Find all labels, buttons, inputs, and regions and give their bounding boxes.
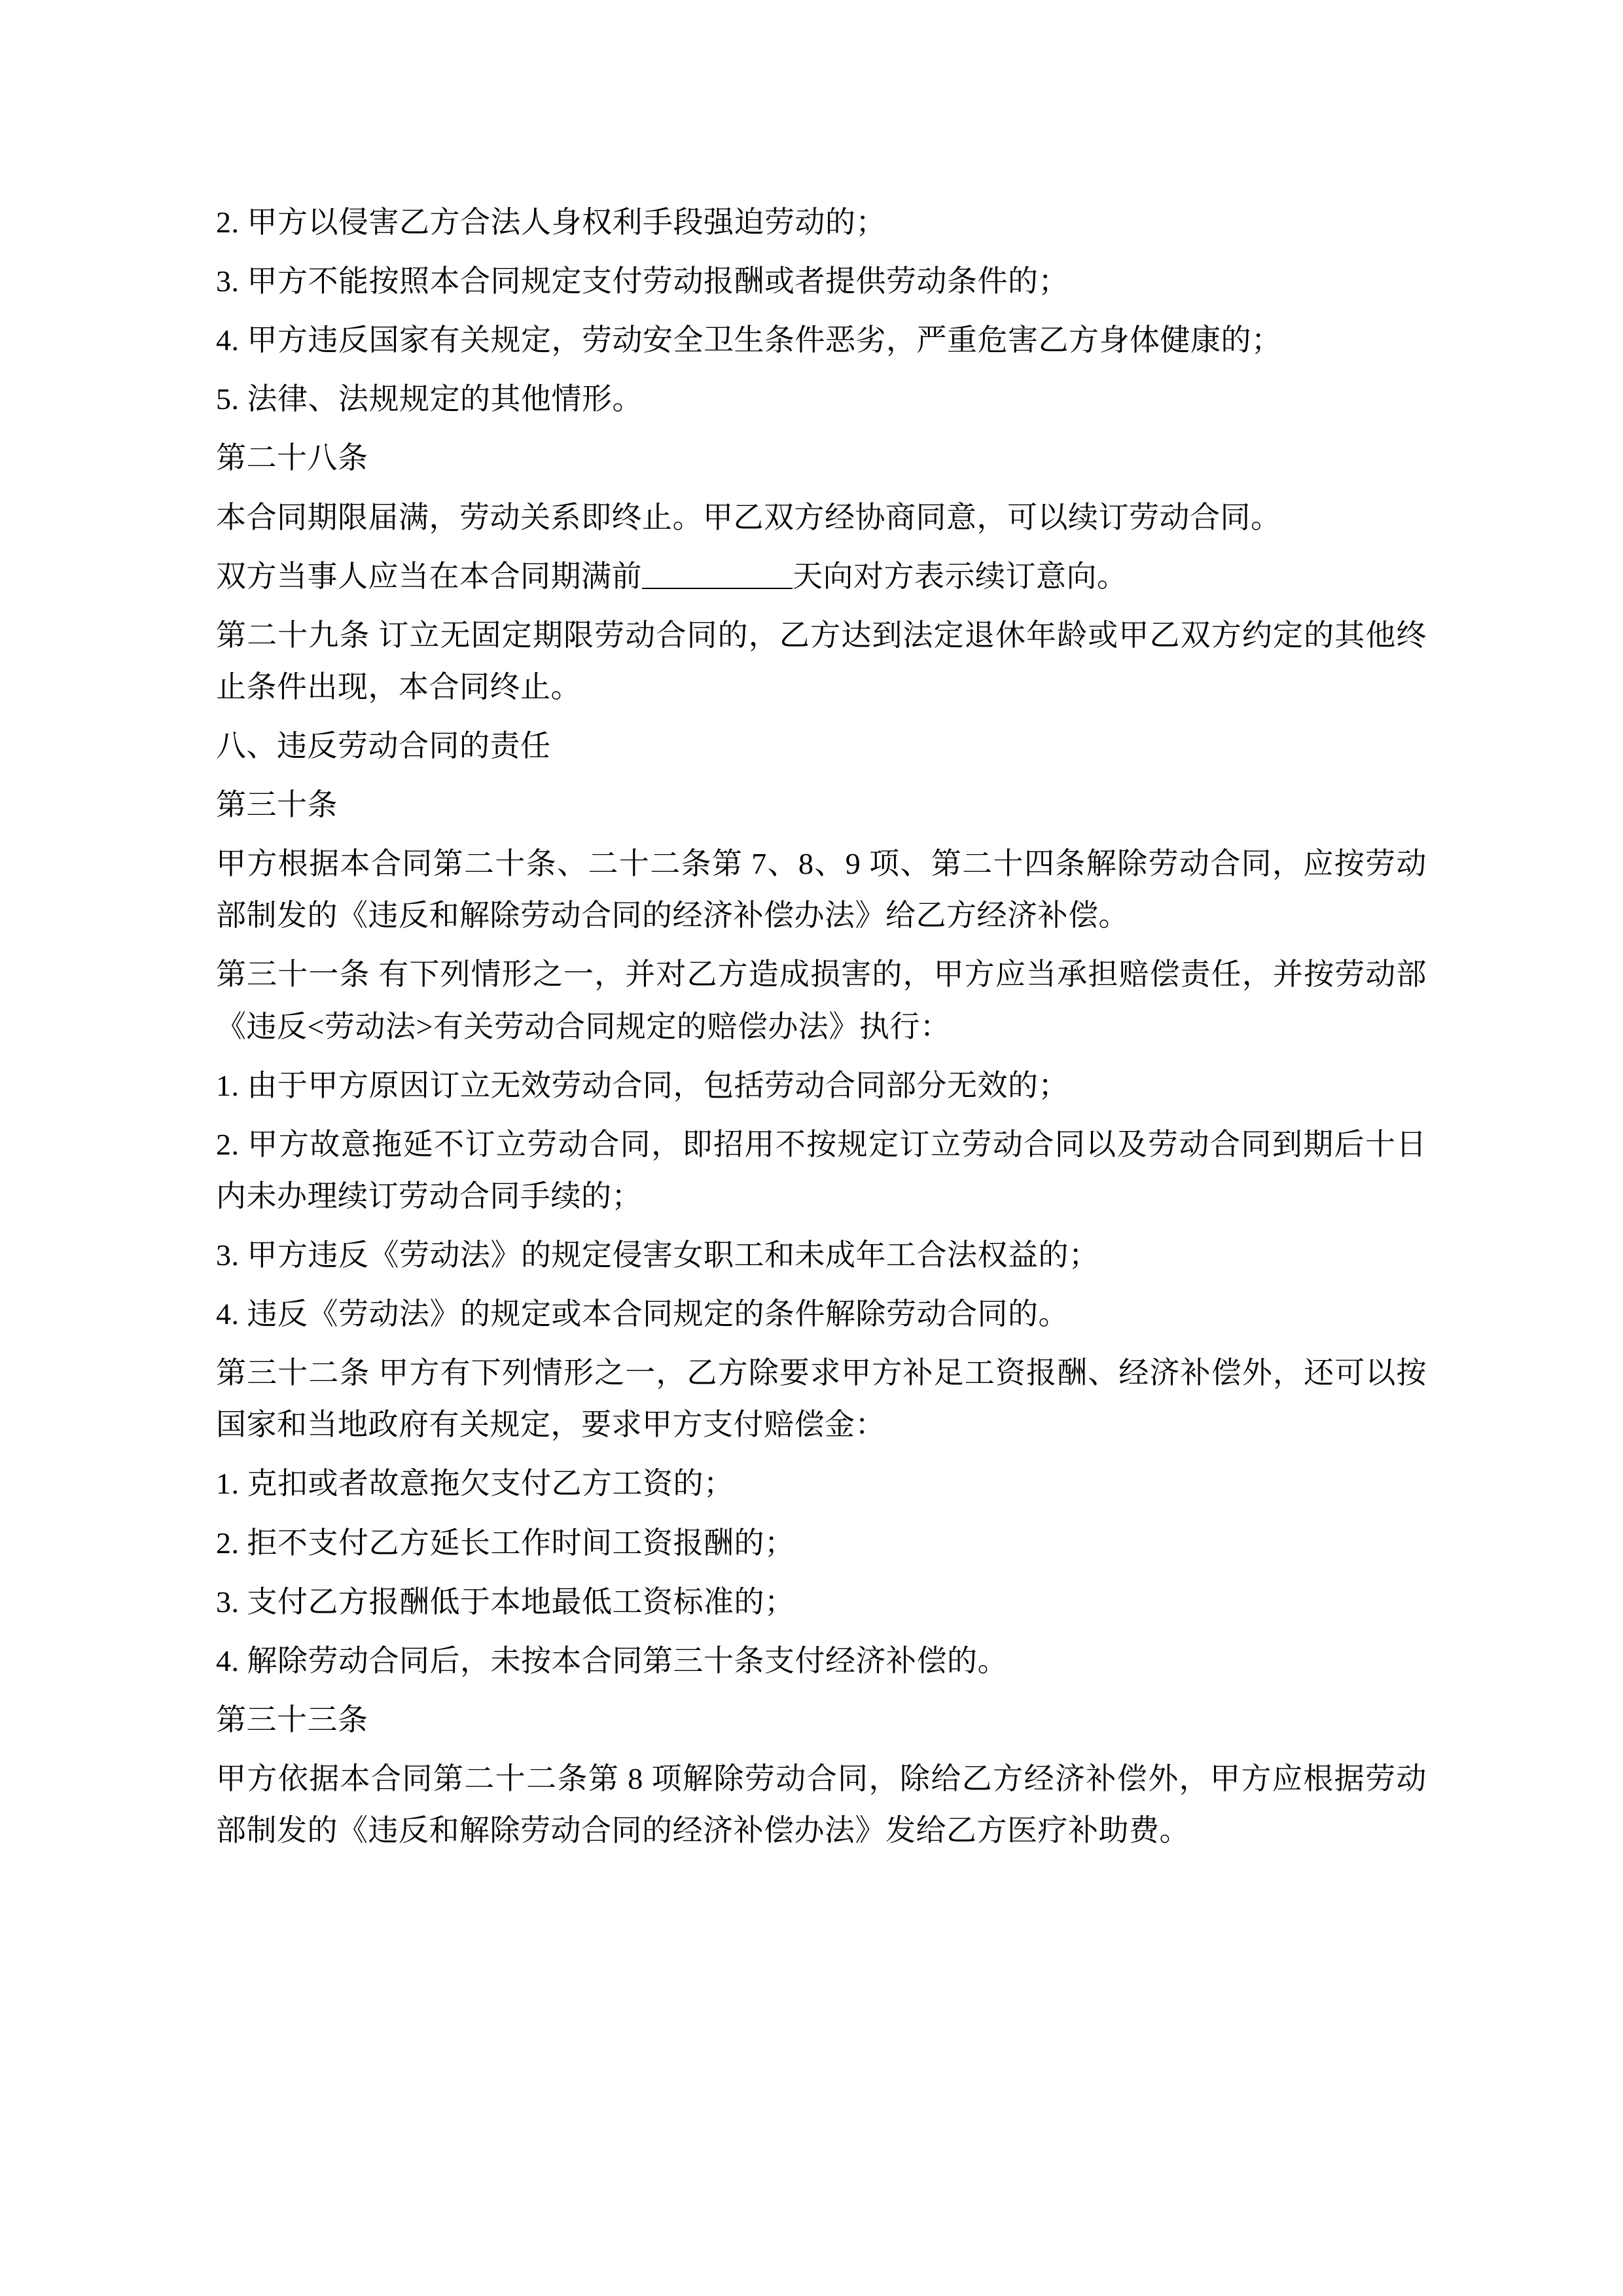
document-body (216, 196, 1427, 1856)
article-30-heading: 第三十条 (216, 788, 338, 822)
article-28-heading: 第二十八条 (216, 441, 368, 475)
fill-in-blank-days[interactable] (642, 588, 793, 589)
article-28-body-first: 本合同期限届满，劳动关系即终止。甲乙双方经协商同意，可以续订劳动合同。 (216, 500, 1281, 534)
article-32: 第三十二条 甲方有下列情形之一，乙方除要求甲方补足工资报酬、经济补偿外，还可以按国家和当地政府有关规定，要求甲方支付赔偿金： (216, 1356, 1427, 1442)
list-item: 1. 克扣或者故意拖欠支付乙方工资的； (216, 1467, 734, 1501)
article-30-body: 甲方根据本合同第二十条、二十二条第 7、8、9 项、第二十四条解除劳动合同，应按劳动部制发的《违反和解除劳动合同的经济补偿办法》给乙方经济补偿。 (216, 847, 1427, 933)
article-28-prefix-text: 双方当事人应当在本合同期满前 (216, 559, 642, 593)
list-item: 2. 甲方故意拖延不订立劳动合同，即招用不按规定订立劳动合同以及劳动合同到期后十日内未办理续订劳动合同手续的； (216, 1127, 1427, 1213)
list-item: 4. 违反《劳动法》的规定或本合同规定的条件解除劳动合同的。 (216, 1297, 1069, 1331)
article-28-suffix-text: 天向对方表示续订意向。 (793, 559, 1128, 593)
list-item: 5. 法律、法规规定的其他情形。 (216, 382, 643, 416)
list-item: 2. 甲方以侵害乙方合法人身权利手段强迫劳动的； (216, 206, 886, 239)
article-33-body: 甲方依据本合同第二十二条第 8 项解除劳动合同，除给乙方经济补偿外，甲方应根据劳动部制发的《违反和解除劳动合同的经济补偿办法》发给乙方医疗补助费。 (216, 1761, 1427, 1848)
list-item: 4. 解除劳动合同后，未按本合同第三十条支付经济补偿的。 (216, 1643, 1008, 1677)
list-item: 1. 由于甲方原因订立无效劳动合同，包括劳动合同部分无效的； (216, 1068, 1069, 1102)
section-8-heading: 八、违反劳动合同的责任 (216, 728, 551, 762)
article-33-heading: 第三十三条 (216, 1702, 368, 1736)
list-item: 4. 甲方违反国家有关规定，劳动安全卫生条件恶劣，严重危害乙方身体健康的； (216, 323, 1282, 357)
article-31: 第三十一条 有下列情形之一，并对乙方造成损害的，甲方应当承担赔偿责任，并按劳动部《违反<劳动法>有关劳动合同规定的赔偿办法》执行： (216, 958, 1427, 1043)
article-29: 第二十九条 订立无固定期限劳动合同的，乙方达到法定退休年龄或甲乙双方约定的其他终止条件出现，本合同终止。 (216, 618, 1427, 704)
list-item: 3. 甲方违反《劳动法》的规定侵害女职工和未成年工合法权益的； (216, 1238, 1099, 1272)
list-item: 3. 支付乙方报酬低于本地最低工资标准的； (216, 1585, 795, 1619)
article-28-body-second (216, 550, 1427, 602)
list-item: 2. 拒不支付乙方延长工作时间工资报酬的； (216, 1526, 795, 1560)
list-item: 3. 甲方不能按照本合同规定支付劳动报酬或者提供劳动条件的； (216, 264, 1069, 298)
